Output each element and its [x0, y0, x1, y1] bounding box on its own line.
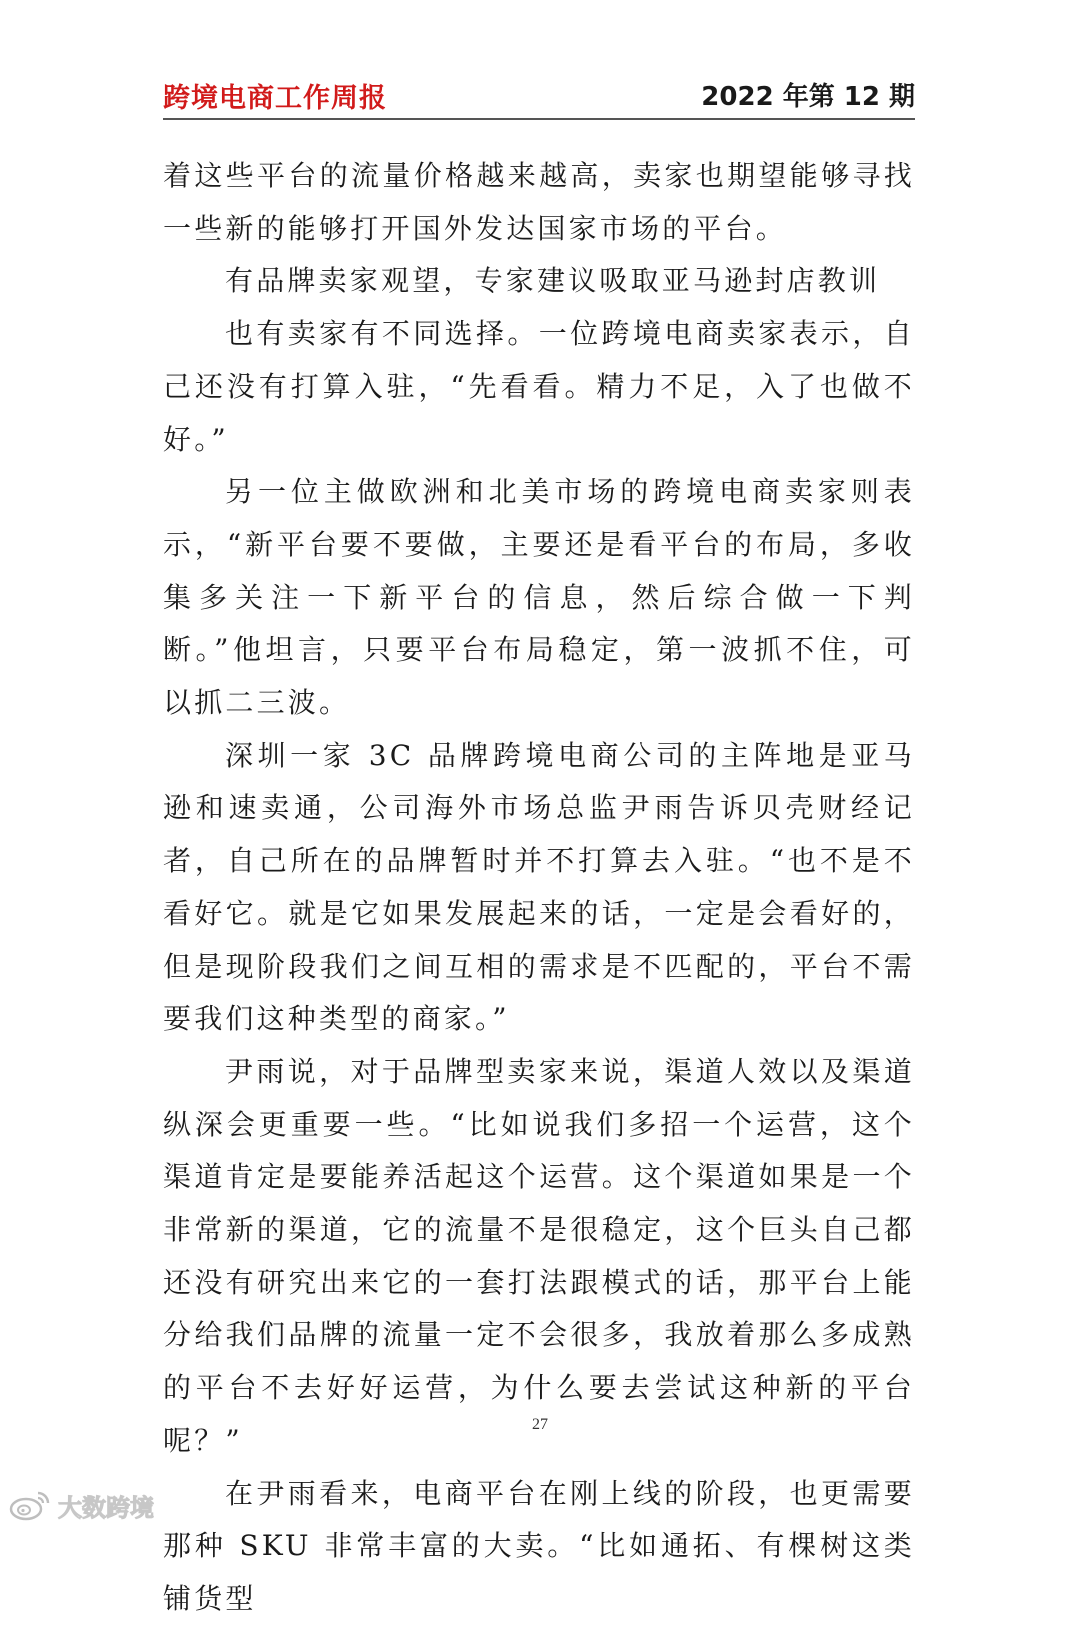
report-title: 跨境电商工作周报: [163, 83, 387, 114]
page-header: [163, 72, 915, 116]
weibo-logo-icon: [8, 1489, 52, 1521]
paragraph: 尹雨说，对于品牌型卖家来说，渠道人效以及渠道纵深会更重要一些。“比如说我们多招一个运营，这个渠道肯定是要能养活起这个运营。这个渠道如果是一个非常新的渠道，它的流量不是很稳定，这个巨头自己都还没有研究出来它的一套打法跟模式的话，那平台上能分给我们品牌的流量一定不会很多，我放着那么多成熟的平台不去好好运营，为什么要去尝试这种新的平台呢？”: [163, 1054, 915, 1457]
watermark: [8, 1488, 154, 1522]
paragraph: 着这些平台的流量价格越来越高，卖家也期望能够寻找一些新的能够打开国外发达国家市场的平台。: [163, 159, 915, 245]
paragraph: 深圳一家 3C 品牌跨境电商公司的主阵地是亚马逊和速卖通，公司海外市场总监尹雨告诉贝壳财经记者，自己所在的品牌暂时并不打算去入驻。“也不是不看好它。就是它如果发展起来的话，一定是会看好的，但是现阶段我们之间互相的需求是不匹配的，平台不需要我们这种类型的商家。”: [163, 738, 915, 1036]
page-number: 27: [532, 1416, 548, 1433]
watermark-label: 大数跨境: [58, 1493, 154, 1522]
header-divider: [163, 118, 915, 120]
paragraph: 另一位主做欧洲和北美市场的跨境电商卖家则表示，“新平台要不要做，主要还是看平台的布局，多收集多关注一下新平台的信息，然后综合做一下判断。”他坦言，只要平台布局稳定，第一波抓不住，可以抓二三波。: [163, 475, 915, 720]
paragraph: 在尹雨看来，电商平台在刚上线的阶段，也更需要那种 SKU 非常丰富的大卖。“比如通拓、有棵树这类铺货型: [163, 1476, 915, 1615]
issue-label: 2022 年第 12 期: [701, 82, 915, 112]
article-body: [163, 150, 915, 1626]
paragraph: 也有卖家有不同选择。一位跨境电商卖家表示，自己还没有打算入驻，“先看看。精力不足，入了也做不好。”: [163, 317, 915, 456]
section-heading: 有品牌卖家观望，专家建议吸取亚马逊封店教训: [225, 264, 881, 298]
